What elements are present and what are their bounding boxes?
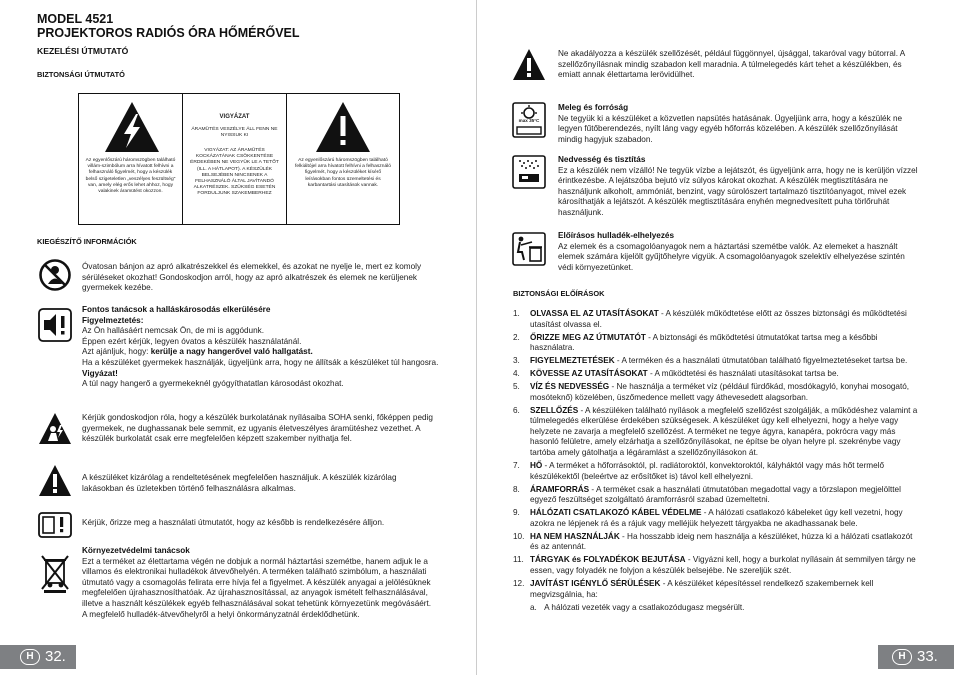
hearing-section bbox=[82, 305, 447, 390]
safety-rule-text: - Ne használja a terméket víz (például fürdőkád, mosdókagyló, konyhai mosogató, mosóteknő) közelében, üszőmedence mellett vagy áthevesedett alagsorban. bbox=[530, 382, 910, 402]
battery-title: Előírásos hulladék-elhelyezés bbox=[558, 231, 675, 240]
safety-rule-title: HŐ bbox=[530, 461, 543, 471]
safety-rule-number: 10. bbox=[513, 531, 525, 541]
env-text: Ezt a terméket az élettartama végén ne dobjuk a normál háztartási szemétbe, hanem adjuk le a villamos és elektronikai hulladékok átvevőhelyén. A terméken található szimbólum, a használati útmutató vagy a csomagolás felirata erre hívja fel a figyelmet. A készülék anyagai a jelölésüknek megfelelően újrahasznosíthatóak. Az újrahasznosítással, az anyagok ismételt felhasználásával, illetve a használt készülékek egyéb felhasználásával sokat tehetünk környezetünk megóvásáért. A megfelelő hulladék-átvevőhelyről a helyi önkormányzatnál érdeklődhetünk. bbox=[82, 556, 432, 619]
safety-rule-title: KÖVESSE AZ UTASÍTÁSOKAT bbox=[530, 369, 648, 379]
safety-rule-title: HA NEM HASZNÁLJÁK bbox=[530, 531, 620, 541]
no-small-parts-icon bbox=[38, 258, 72, 292]
safety-rule-item bbox=[513, 333, 918, 354]
safety-rule-item bbox=[513, 532, 918, 553]
hearing-line1: Az Ön hallásáért nemcsak Ön, de mi is aggódunk. bbox=[82, 326, 265, 336]
safety-rule-item bbox=[513, 369, 918, 380]
safety-rule-title: SZELLŐZÉS bbox=[530, 405, 579, 415]
safety-rule-number: 12. bbox=[513, 578, 525, 588]
small-parts-text: Óvatosan bánjon az apró alkatrészekkel és elemekkel, és azokat ne nyelje le, mert ez komoly sérüléseket okozhat! Gondoskodjon arról, hogy az apró alkatrészek és elemek ne kerüljenek gyermekek kezébe. bbox=[82, 262, 422, 293]
safety-rules-list bbox=[513, 309, 918, 600]
safety-rule-item bbox=[513, 485, 918, 506]
hearing-line3b: kerülje a nagy hangerővel való hallgatást. bbox=[150, 347, 313, 357]
lightning-text: Az egyenlőszárú háromszögben található villám-szimbólum arra hívatott felhívni a felhasználó figyelmét, hogy a készülék belső szigeteletlen „veszélyes feszültség” van, amely elég erős lehet ahhoz, hogy valakinek áramütést okozzon. bbox=[85, 158, 176, 195]
safety-rule-text: - A működtetési és használati utasításokat tartsa be. bbox=[647, 369, 839, 379]
intended-use-warning-icon bbox=[38, 464, 72, 498]
exclamation-triangle-icon bbox=[314, 100, 372, 154]
safety-rule-title: FIGYELMEZTETÉSEK bbox=[530, 356, 615, 366]
safety-rules-list-container bbox=[513, 309, 918, 613]
right-page-number: 33. bbox=[917, 648, 938, 665]
warning-box bbox=[78, 93, 400, 225]
heat-section bbox=[558, 103, 920, 145]
heat-text: Ne tegyük ki a készüléket a közvetlen napsütés hatásának. Ügyeljünk arra, hogy a készülék ne legyen fűtőberendezés, nyílt láng vagy egyéb hőforrás közelében. A készülék szellőzőnyílását mindig hagyjuk szabadon. bbox=[558, 113, 903, 144]
safety-rule-number: 6. bbox=[513, 405, 520, 415]
safety-rule-title: VÍZ ÉS NEDVESSÉG bbox=[530, 382, 610, 392]
moisture-icon bbox=[512, 155, 546, 189]
env-section bbox=[82, 546, 434, 620]
moisture-text: Ez a készülék nem vízálló! Ne tegyük vízbe a lejátszót, és ügyeljünk arra, hogy ne is kerüljön vízzel érintkezésbe. A lejátszóba bejutó víz súlyos károkat okozhat. A készülék megtisztítására ne használjunk alkoholt, ammóniát, benzint, vagy súrolószert tartalmazó tisztítóanyagot, mivel ezek károsíthatják a lejátszót. A készülék megtisztítására enyhén megnedvesített puha törlőruhát használjunk. bbox=[558, 165, 918, 217]
safety-rule-title: OLVASSA EL AZ UTASÍTÁSOKAT bbox=[530, 309, 659, 318]
exclamation-text: Az egyenlőszárú háromszögben található felkiáltójel arra hívatott felhívni a felhasználó figyelmét, hogy a készüléket kísérő leírásokban fontos üzemeltetési és karbantartási utasítások vannak. bbox=[295, 158, 391, 188]
safety-rule-text: - A terméken és a használati útmutatóban található figyelmeztetéseket tartsa be. bbox=[614, 356, 908, 366]
manual-book-icon bbox=[38, 508, 72, 542]
moisture-title: Nedvesség és tisztítás bbox=[558, 155, 646, 164]
safety-rules-heading: BIZTONSÁGI ELŐÍRÁSOK bbox=[513, 289, 605, 298]
safety-rule-text: - A terméket csak a használati útmutatóban megadottal vagy a törzslapon megjelölttel egyező feszültséget szolgáltató áramforrásról szabad üzemeltetni. bbox=[530, 484, 901, 505]
manual-heading: KEZELÉSI ÚTMUTATÓ bbox=[37, 46, 129, 56]
hearing-attention: Vigyázat! bbox=[82, 368, 118, 378]
hearing-line4: Ha a készüléket gyermekek használják, ügyeljünk arra, hogy ne állítsák a készüléket túl hangosra. bbox=[82, 357, 439, 367]
safety-rule-title: TÁRGYAK és FOLYADÉKOK BEJUTÁSA bbox=[530, 555, 686, 565]
safety-rule-number: 3. bbox=[513, 356, 520, 366]
sub-item bbox=[513, 603, 918, 614]
safety-rule-number: 4. bbox=[513, 369, 520, 379]
safety-rule-number: 11. bbox=[513, 555, 524, 565]
sub-item-text: A hálózati vezeték vagy a csatlakozódugasz megsérült. bbox=[544, 602, 745, 612]
safety-rule-text: - A készüléken található nyílások a megfelelő szellőzést szolgálják, a működéshez valamint a túlmelegedés elkerülése érdekében szükségesek. A készüléket úgy kell elhelyezni, hogy a helye vagy helyzete ne zavarja a megfelelő szellőzést. A terméket ne tegye ágyra, kanapéra, pokrócra vagy más hasonló felületre, amely elzárhatja a szellőzőnyílásokat, ne építse be olyan helyre pl. szekrénybe vagy tartóba amely gátolhatja a légáramlást a szellőzőnyílásokon át. bbox=[530, 405, 918, 458]
weee-bin-icon bbox=[38, 553, 72, 593]
hearing-line3 bbox=[82, 347, 447, 358]
safety-rule-number: 7. bbox=[513, 461, 520, 471]
hearing-line3a: Azt ajánljuk, hogy: bbox=[82, 347, 151, 357]
safety-rule-text: - A készüléket képesítéssel rendelkező szakembernek kell megvizsgálnia, ha: bbox=[530, 578, 874, 599]
right-page-number-group bbox=[892, 645, 938, 669]
lightning-triangle-icon bbox=[103, 100, 161, 154]
children-text: Kérjük gondoskodjon róla, hogy a készülék burkolatának nyílásaiba SOHA senki, főképpen pedig gyermekek, ne dughassanak bele semmit, ez ugyanis életveszélyes áramütéshez vezethet. A készülék burkolatát csak erre megfelelően képzett szakember nyithatja fel. bbox=[82, 413, 433, 444]
battery-disposal-icon bbox=[512, 232, 546, 266]
keep-manual-text: Kérjük, őrizze meg a használati útmutatót, hogy az később is rendelkezésére álljon. bbox=[82, 518, 385, 527]
safety-rule-title: JAVÍTÁST IGÉNYLŐ SÉRÜLÉSEK bbox=[530, 578, 661, 588]
safety-rule-item bbox=[513, 461, 918, 482]
safety-rule-title: HÁLÓZATI CSATLAKOZÓ KÁBEL VÉDELME bbox=[530, 508, 702, 518]
warning-cell-exclamation bbox=[287, 94, 399, 224]
product-title: PROJEKTOROS RADIÓS ÓRA HŐMÉRŐVEL bbox=[37, 26, 300, 40]
safety-rule-item bbox=[513, 309, 918, 330]
safety-rule-text: - A biztonsági és működtetési útmutatókat tartsa meg a későbbi használatra. bbox=[530, 332, 878, 353]
vent-text: Ne akadályozza a készülék szellőzését, például függönnyel, újsággal, takaróval vagy bútorral. A szellőzőnyílásnak mindig szabadon kell maradnia. A túlmelegedés kárt tehet a készülékben, és emiatt annak élettartama lerövidülhet. bbox=[558, 49, 905, 80]
left-page-number: 32. bbox=[45, 648, 66, 665]
hearing-line2: Éppen ezért kérjük, legyen óvatos a készülék használatánál. bbox=[82, 336, 302, 346]
safety-rule-item bbox=[513, 382, 918, 403]
vigyazat-title: VIGYÁZAT bbox=[219, 114, 250, 120]
vigyazat-line2: VIGYÁZAT: AZ ÁRAMÜTÉS KOCKÁZATÁNAK CSÖKKENTÉSE ÉRDEKÉBEN NE VEGYÜK LE A TETŐT (ILL. A HÁTLAPOT). A KÉSZÜLÉK BELSEJÉBEN NINCSENEK A FELHASZNÁLÓ ÁLTAL JAVÍTANDÓ ALKATRÉSZEK. SZÜKSÉG ESETÉN FORDULJUNK SZAKEMBERHEZ bbox=[190, 148, 279, 197]
sub-item-label: a. bbox=[530, 602, 537, 612]
hearing-line5: A túl nagy hangerő a gyermekeknél gyógyíthatatlan károsodást okozhat. bbox=[82, 379, 344, 389]
safety-rule-text: - A terméket a hőforrásoktól, pl. radiátoroktól, konvektoroktól, kályháktól vagy más hőt termelő készülékektől (beleértve az erősítőket is) távol kell elhelyezni. bbox=[530, 461, 885, 481]
safety-rule-title: ŐRIZZE MEG AZ ÚTMUTATÓT bbox=[530, 332, 646, 342]
battery-text: Az elemek és a csomagolóanyagok nem a háztartási szemétbe valók. Az elemeket a használt elemek számára kijelölt gyűjtőhelyre vigyük. A csomagolóanyagok szelektív elhelyezése szintén védi környezetünket. bbox=[558, 241, 905, 272]
safety-rule-item bbox=[513, 555, 918, 576]
env-title: Környezetvédelmi tanácsok bbox=[82, 546, 190, 555]
safety-rule-item bbox=[513, 406, 918, 459]
heat-title: Meleg és forróság bbox=[558, 103, 629, 112]
model-title: MODEL 4521 bbox=[37, 12, 114, 26]
hearing-title: Fontos tanácsok a halláskárosodás elkerülésére bbox=[82, 305, 271, 314]
ventilation-warning-icon bbox=[512, 48, 546, 82]
safety-rule-item bbox=[513, 579, 918, 600]
accessory-heading: KIEGÉSZÍTŐ INFORMÁCIÓK bbox=[37, 237, 137, 246]
hearing-warning-icon bbox=[38, 308, 72, 342]
safety-rule-text: - Vigyázni kell, hogy a burkolat nyílásain át semmilyen tárgy ne essen, vagy folyadék ne folyjon a készülék belsejébe. Ne szereljük szét. bbox=[530, 555, 916, 575]
warning-cell-lightning bbox=[79, 94, 183, 224]
safety-rule-number: 8. bbox=[513, 484, 520, 494]
intended-use-text: A készüléket kizárólag a rendeltetésének megfelelően használjuk. A készülék kizárólag lakásokban és üzletekben történő felhasználásra alkalmas. bbox=[82, 473, 397, 493]
language-badge-right: H bbox=[892, 649, 912, 665]
safety-rule-number: 5. bbox=[513, 382, 520, 392]
warning-cell-center bbox=[183, 94, 287, 224]
safety-rule-number: 2. bbox=[513, 332, 520, 342]
safety-rule-number: 1. bbox=[513, 309, 520, 318]
moisture-section bbox=[558, 155, 924, 219]
vigyazat-line1: ÁRAMÜTÉS VESZÉLYE ÁLL FENN NE NYISSUK KI bbox=[191, 127, 278, 139]
safety-heading: BIZTONSÁGI ÚTMUTATÓ bbox=[37, 70, 125, 79]
safety-rule-text: - A hálózati csatlakozó kábeleket úgy kell vezetni, hogy azokra ne lépjenek rá és a rájuk vagy melléjük helyezett tárgyakba ne akadhassanak bele. bbox=[530, 508, 903, 528]
hearing-warning-label: Figyelmeztetés: bbox=[82, 315, 144, 325]
temperature-icon-label: max 35°C bbox=[518, 118, 540, 123]
battery-section bbox=[558, 231, 918, 273]
child-shock-warning-icon bbox=[38, 412, 72, 446]
safety-rule-number: 9. bbox=[513, 508, 520, 518]
safety-rule-item bbox=[513, 356, 918, 367]
left-page-number-group bbox=[20, 645, 66, 669]
safety-rule-text: - Ha hosszabb ideig nem használja a készüléket, húzza ki a hálózati csatlakozót és az antennát. bbox=[530, 531, 913, 552]
safety-rule-text: - A készülék működtetése előtt az összes biztonsági és működtetési utasítást olvassa el. bbox=[530, 309, 907, 329]
safety-rule-item bbox=[513, 508, 918, 529]
page-divider bbox=[476, 0, 477, 675]
language-badge: H bbox=[20, 649, 40, 665]
safety-rule-title: ÁRAMFORRÁS bbox=[530, 484, 590, 494]
